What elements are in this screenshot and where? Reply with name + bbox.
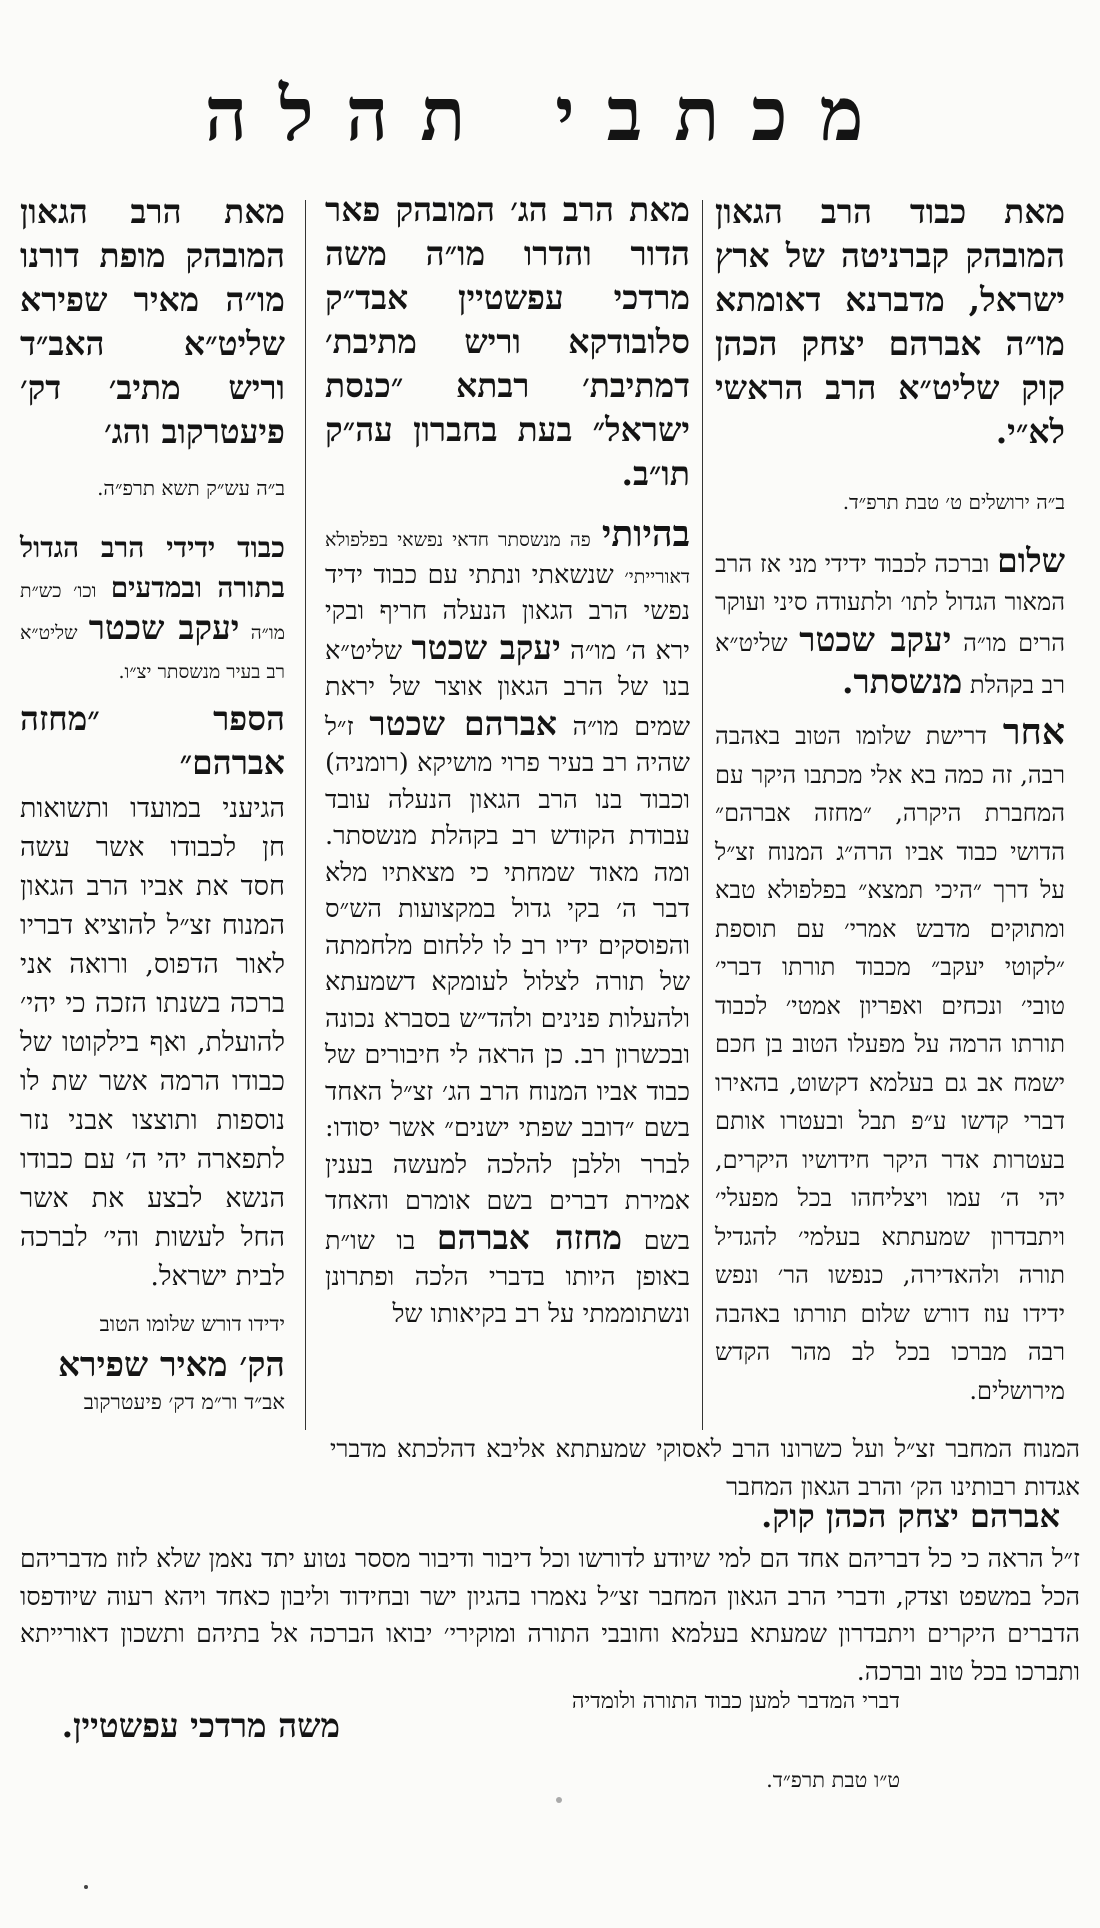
letter-salutation: [715, 542, 1065, 704]
signature-title: אב״ד ור״מ דק׳ פיעטרקוב: [83, 1390, 285, 1414]
body-text: ז״ל שהיה רב בעיר פרוי מושיקא (רומניה) וכבוד בנו הרב הגאון הנעלה עובד עבודת הקודש רב בקהלת מנשסתר. ומה מאוד שמחתי כי מצאתיו מלא דבר ה׳ בקי גדול במקצועות הש״ס והפוסקים ידיו רב לו ללחום מלחמתה של תורה לצלול לעומקא דשמעתא ולהעלות פנינים ולהד״ש בסברא נכונה ובכשרון רב. כן הראה לי חיבורים של כבוד אביו המנוח הרב הג׳ זצ״ל האחד בשם ״דובב שפתי ישנים״ אשר יסודו: לברר וללבן להלכה למעשה בענין אמירת דברים בשם אומרם והאחד בשם: [325, 711, 690, 1256]
column-divider-right: [702, 200, 703, 1430]
letter-date: ב״ה ירושלים ט׳ טבת תרפ״ד.: [842, 490, 1065, 514]
letter-continuation: המנוח המחבר זצ״ל ועל כשרונו הרב לאסוקי שמעתתא אליבא דהלכתא מדברי אגדות רבותינו הק׳ והרב הגאון המחבר: [330, 1434, 1080, 1501]
letter-heading: מאת הרב הג׳ המובהק פאר הדור והדרו מו״ה משה מרדכי עפשטיין אבד״ק סלובודקא וריש מתיבת׳ דמתיבת׳ רבתא ״כנסת ישראל״ בעת בחברון עה״ק תו״ב.: [325, 190, 690, 493]
letter-kook: [715, 190, 1065, 1410]
letter-date: ב״ה עש״ק תשא תרפ״ה.: [97, 476, 285, 500]
page-title: מכתבי תהלה: [204, 72, 896, 158]
letter-epstein: [325, 188, 690, 1332]
addressee-name: יעקב שכטר: [799, 620, 952, 659]
greeting-text: וכו׳ כש״ת מו״ה: [20, 580, 285, 644]
body-text: בו שו״ת באופן היותו בדברי הלכה ופתרונן ונשתוממתי על רב בקיאותו של: [325, 1225, 690, 1329]
addressee-text: שליט״א רב בקהלת: [715, 629, 1065, 699]
greeting-text: כבוד ידידי הרב הגדול בתורה ובמדעים: [20, 531, 285, 604]
epstein-signature: משה מרדכי עפשטיין.: [61, 1706, 340, 1745]
letter-body: הגיעני במועדו ותשואות חן לכבודו אשר עשה חסד את אביו הרב הגאון המנוח זצ״ל להוציא דבריו לאור הדפוס, ורואה אני ברכה בשנתו הזכה כי יהי׳ להועלת, ואף בילקוטו של כבודו הרמה אשר שת לו נוספות ותוצצו אבני נזר לתפארה יהי ה׳ עם כבודו הנשא לבצע את אשר החל לעשות והי׳ לברכה לבית ישראל.: [20, 793, 285, 1292]
letter-heading: מאת הרב הגאון המובהק מופת דורנו מו״ה מאיר שפירא שליט״א האב״ד וריש מתיב׳ דק׳ פיעטרקוב והג׳: [20, 192, 285, 451]
body-text: שליט״א בנו של הרב הגאון אוצר של יראת שמים מו״ה: [325, 635, 691, 742]
column-divider-left: [305, 200, 306, 1430]
letter-continuation-bottom: ז״ל הראה כי כל דבריהם אחד הם למי שיודע לדורשו וכל דיבור ודיבור מססר נטוע יתד נאמן שלא לזוז מדבריהם הכל במשפט וצדק, ודברי הרב הגאון המחבר זצ״ל נאמרו בהגיון ישר ובחידוד וליבון כאחד ויהא רעוה שיודפסו הדברים היקרים ויתבדרון שמעתא בעלמא וחובבי התורה ומוקירי׳ יבואו הברכה אל בתיהם ותשכון דאורייתא ותברכו בכל טוב וברכה.: [20, 1544, 1080, 1686]
body-lead-word: בהיותי: [601, 513, 690, 555]
kook-signature: אברהם יצחק הכהן קוק.: [761, 1497, 1060, 1535]
book-name: מחזה אברהם: [436, 1217, 623, 1257]
body-lead-text: פה מנשסתר חדאי נפשאי בפלפולא דאורייתי׳: [325, 529, 690, 588]
letter-date: ט״ו טבת תרפ״ד.: [766, 1768, 900, 1792]
addressee-city: מנשסתר.: [842, 661, 963, 701]
letter-shapira: [20, 190, 285, 1416]
body-text: דרישת שלומו הטוב באהבה רבה, זה כמה בא אלי מכתבו היקר עם המחברת היקרה, ״מחזה אברהם״ הדושי כבוד אביו הרה״ג המנוח זצ״ל על דרך ״היכי תמצא״ בפלפולא טבא ומתוקים מדבש אמרי׳ עם תוספת ״לקוטי יעקב״ מכבוד תורתו דברי׳ טובי׳ ונכחים ואפריון אמטי׳ לכבוד תורתו הרמה על מפעלו הטוב בן חכם ישמח אב גם בעלמא דקשוט, בהאירו דברי קדשו ע״פ תבל ובעטרו אותם בעטרות אדר היקר חידושיו היקרים, יהי ה׳ עמו ויצליחהו בכל מפעלי׳ ויתבדרון שמעתתא בעלמי׳ להגדיל תורה ולהאדירה, כנפשו הר׳ ונפש ידידו עוז דורש שלום תורתו באהבה רבה מברכו בכל לב מהר הקדש מירושלים.: [715, 722, 1065, 1405]
body-text: שנשאתי ונתתי עם כבוד ידיד נפשי הרב הגאון הנעלה חריף ובקי ירא ה׳ מו״ה: [325, 559, 690, 666]
letter-heading: מאת כבוד הרב הגאון המובהק קברניטה של ארץ ישראל, מדברנא דאומתא מו״ה אברהם יצחק הכהן קוק שליט״א הרב הראשי לא״י.: [715, 192, 1065, 451]
letter-closing: ידידו דורש שלומו הטוב: [99, 1312, 285, 1336]
letter-greeting: [20, 528, 285, 689]
letter-body: [325, 513, 691, 1332]
greeting-text: שליט״א רב בעיר מנשסתר יצ״ו.: [20, 622, 285, 683]
name-avraham: אברהם שכטר: [369, 703, 557, 743]
book-heading: הספר ״מחזה אברהם״: [20, 699, 285, 782]
salutation-text: וברכה לכבוד ידידי מני אז הרב המאור הגדול לתו׳ ולתעודה סיני ועוקר הרים מו״ה: [715, 550, 1065, 657]
name-yaakov: יעקב שכטר: [411, 627, 561, 667]
letter-body: [715, 711, 1065, 1410]
letter-closing: דברי המדבר למען כבוד התורה ולומדיה: [571, 1689, 900, 1714]
salutation-word: שלום: [997, 541, 1065, 580]
letter-signature: הק׳ מאיר שפירא: [58, 1345, 285, 1385]
print-speck: [84, 1885, 88, 1889]
addressee-name: יעקב שכטר: [88, 608, 240, 647]
body-lead-word: אחר: [1002, 711, 1065, 753]
print-speck: [556, 1797, 562, 1803]
